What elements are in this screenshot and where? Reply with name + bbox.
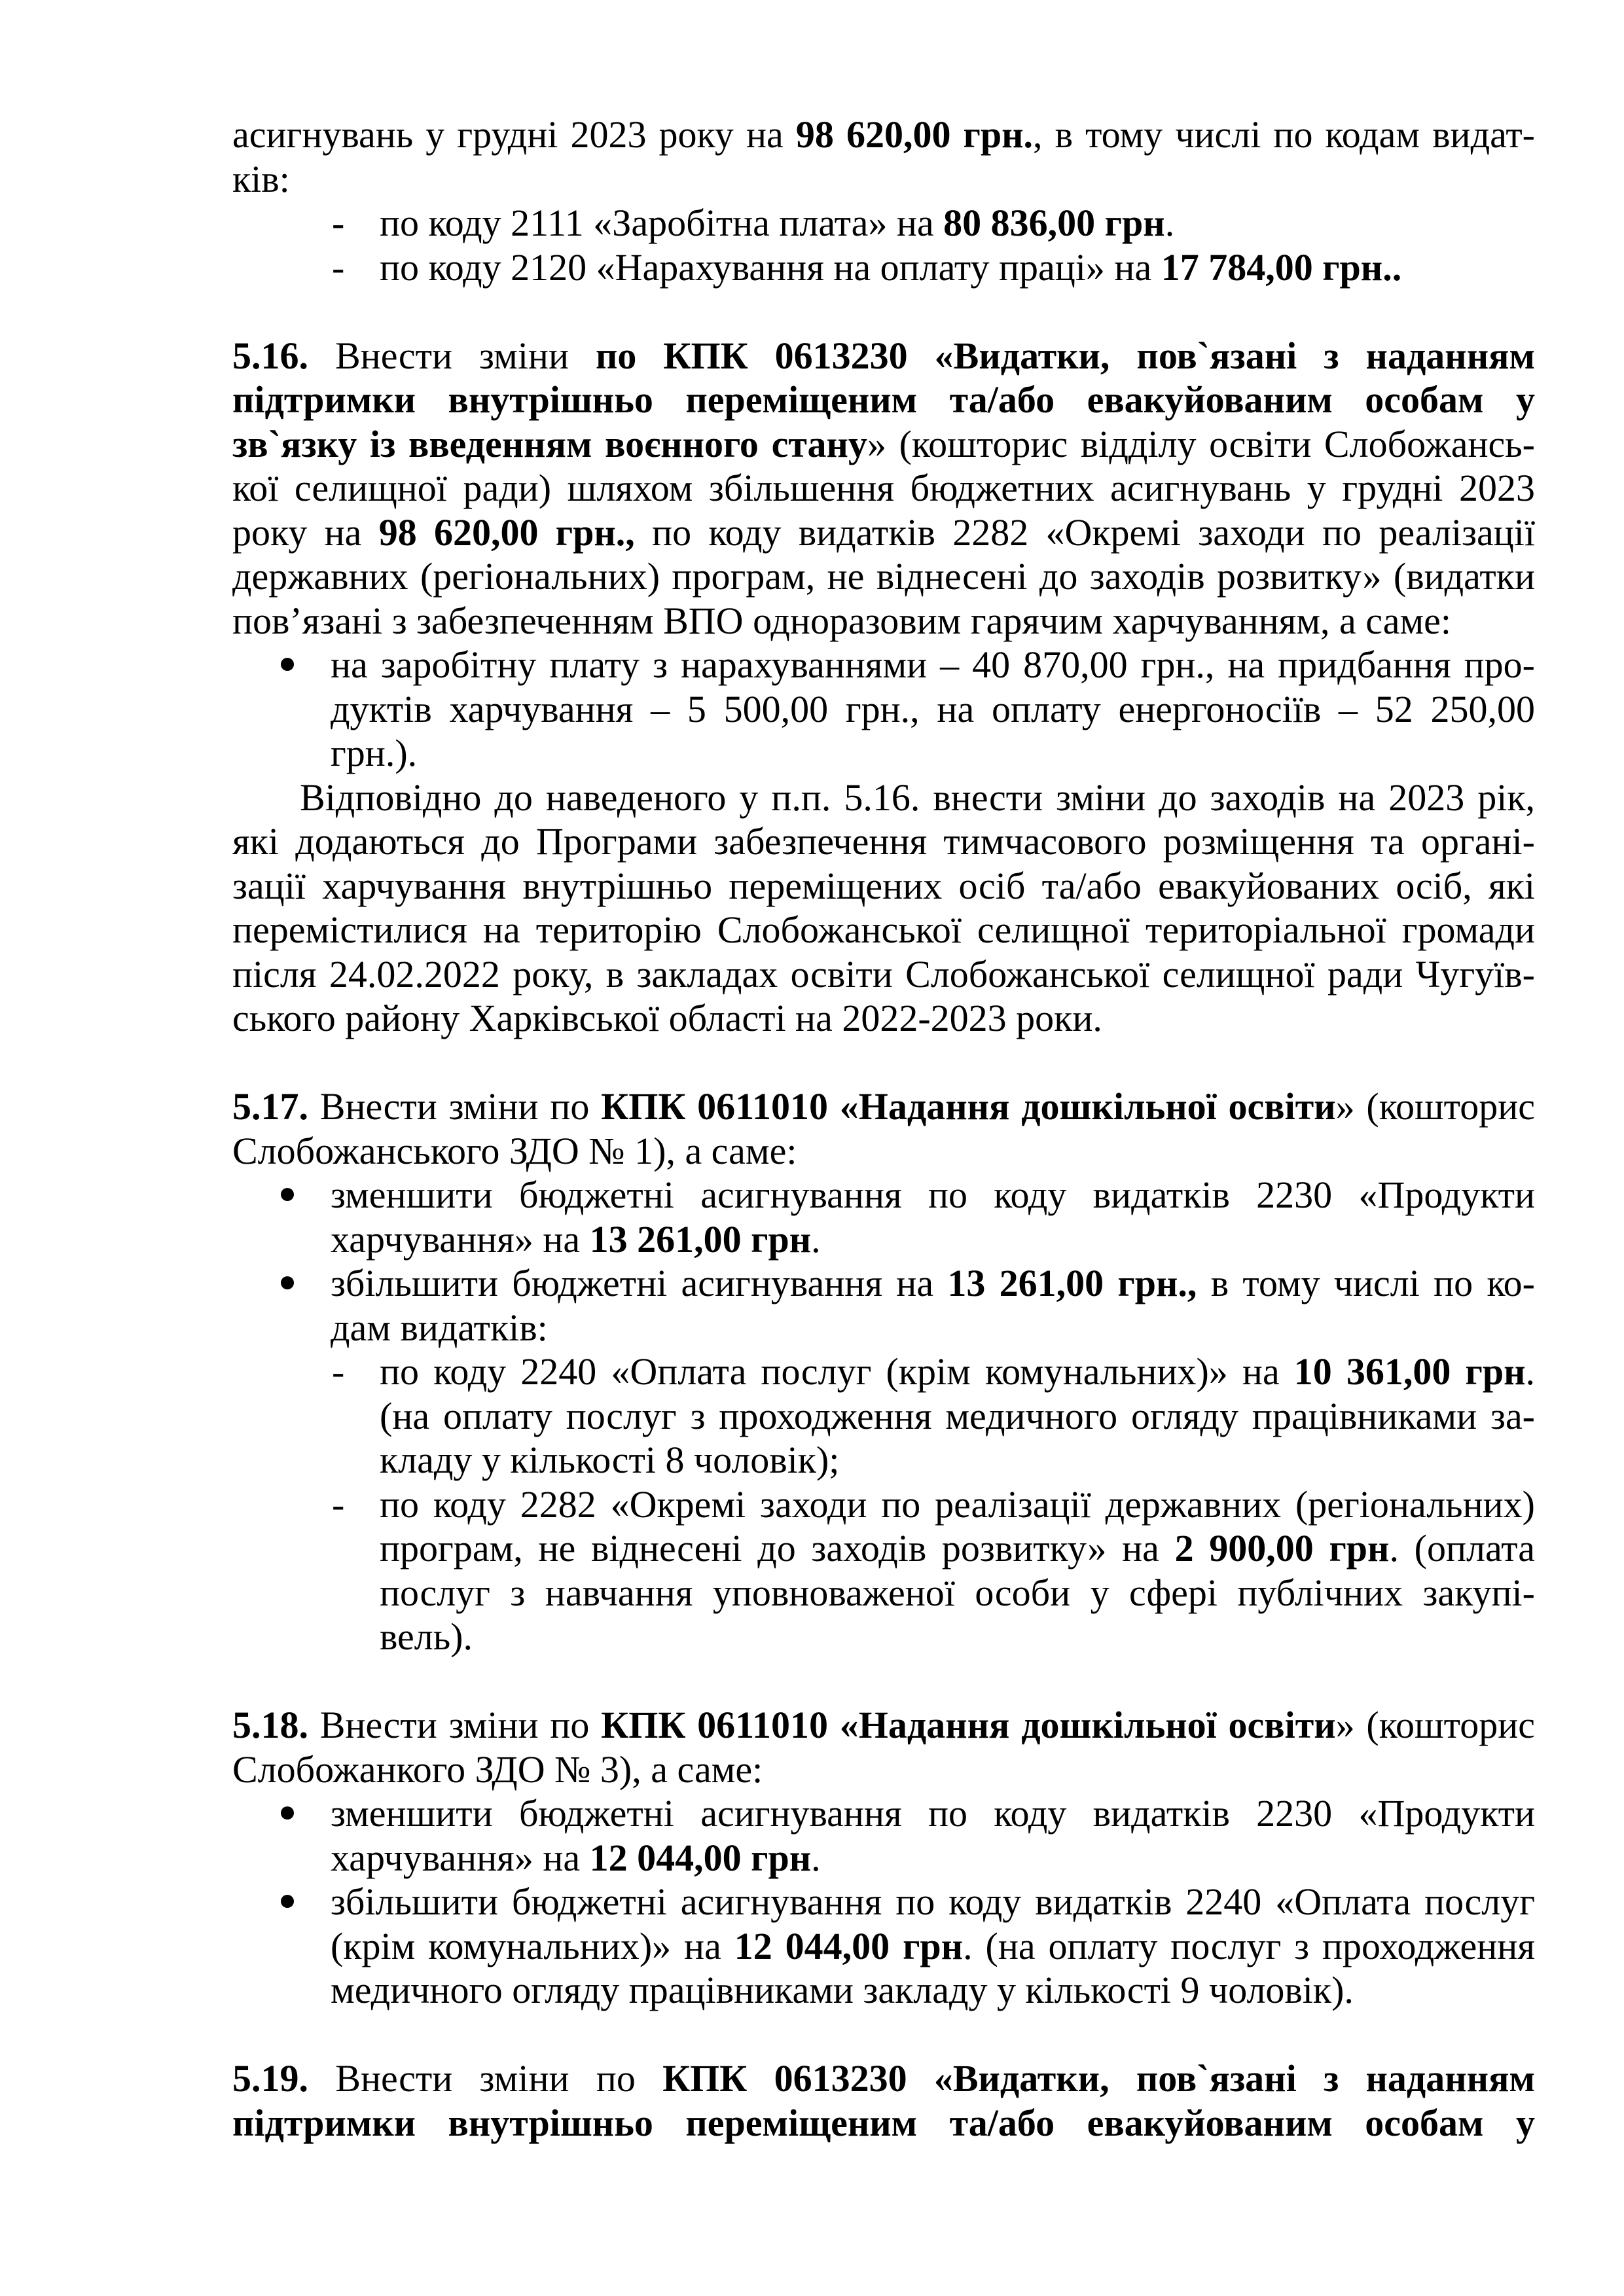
text-run: . (оплата: [1389, 1527, 1535, 1570]
kpk-title: КПК 0613230 «Видатки, пов`язані з наданням: [662, 2057, 1535, 2100]
spacer: [232, 2013, 1535, 2057]
text-line: [232, 1526, 1535, 1571]
text-line: ського району Харківської області на 2022-2023 роки.: [232, 997, 1102, 1039]
text-line: зації харчування внутрішньо переміщених осіб та/або евакуйованих осіб, які: [232, 864, 1535, 907]
intro-paragraph: [232, 113, 1535, 289]
bullet-icon: [281, 1806, 294, 1820]
dash-marker: -: [332, 1350, 345, 1393]
list-item: [232, 1482, 1535, 1527]
amount: 12 044,00 грн: [734, 1924, 964, 1967]
amount: 17 784,00 грн..: [1161, 245, 1402, 289]
amount: 80 836,00 грн: [943, 202, 1165, 244]
text-run: харчування» на: [331, 1836, 590, 1879]
list-item: [232, 1350, 1535, 1394]
text-line: які додаються до Програми забезпечення тимчасового розміщення та органі-: [232, 820, 1535, 863]
text-line: підтримки внутрішньо переміщеним та/або евакуйованим особам у: [232, 378, 1535, 421]
text-line: грн.).: [331, 732, 418, 774]
text-run: (крім комунальних)» на: [331, 1924, 734, 1967]
text-line: кладу у кількості 8 чоловік);: [380, 1439, 840, 1481]
text-run: асигнувань у грудні 2023 року на: [232, 113, 796, 156]
spacer: [232, 1041, 1535, 1085]
text-line: кої селищної ради) шляхом збільшення бюджетних асигнувань у грудні 2023: [232, 467, 1535, 509]
text-line: [232, 643, 1535, 687]
bullet-icon: [281, 658, 294, 671]
bullet-icon: [281, 1276, 294, 1289]
text-line: [232, 422, 1535, 467]
list-item: [232, 201, 1535, 245]
amount: 98 620,00 грн.: [795, 113, 1034, 156]
section-number: 5.17.: [232, 1085, 308, 1128]
text-line: [232, 113, 1535, 157]
text-run: програм, не віднесені до заходів розвитку» на: [380, 1527, 1175, 1570]
text-line: [232, 334, 1535, 378]
kpk-title: зв`язку із введенням воєнного стану: [232, 422, 867, 465]
text-line: медичного огляду працівниками закладу у кількості 9 чоловік).: [331, 1969, 1354, 2011]
dash-marker: -: [332, 1482, 345, 1526]
text-line: (на оплату послуг з проходження медичного огляду працівниками за-: [380, 1394, 1535, 1437]
text-line: Відповідно до наведеного у п.п. 5.16. внести зміни до заходів на 2023 рік,: [300, 776, 1535, 819]
section-number: 5.19.: [232, 2057, 308, 2100]
text-line: дам видатків:: [331, 1306, 548, 1349]
text-run: зменшити бюджетні асигнування по коду видатків 2230 «Продукти: [331, 1792, 1535, 1835]
dash-marker: -: [332, 245, 345, 289]
amount: 98 620,00 грн.,: [378, 511, 635, 554]
section-number: 5.18.: [232, 1704, 308, 1746]
text-line: [232, 2056, 1535, 2101]
text-run: » (кошторис: [1335, 1704, 1535, 1746]
text-run: харчування» на: [331, 1217, 590, 1261]
bullet-item: [232, 1261, 1535, 1306]
text-line: після 24.02.2022 року, в закладах освіти Слобожанської селищної ради Чугуїв-: [232, 952, 1535, 996]
text-run: .: [1164, 202, 1175, 244]
text-run: .: [1525, 1350, 1536, 1393]
text-run: по коду 2120 «Нарахування на оплату праці» на: [380, 245, 1161, 289]
amount: 10 361,00 грн: [1293, 1350, 1526, 1393]
text-run: .: [811, 1217, 821, 1261]
text-run: в тому числі по ко-: [1197, 1262, 1535, 1304]
text-run: Внести зміни по: [308, 2057, 663, 2100]
section-5-17: [232, 1085, 1535, 1659]
text-line: Слобожанського ЗДО № 1), а саме:: [232, 1129, 797, 1172]
bullet-icon: [281, 1895, 294, 1908]
text-run: .: [811, 1836, 821, 1879]
bullet-item: [232, 643, 1535, 776]
bullet-item: [232, 1173, 1535, 1217]
text-run: зменшити бюджетні асигнування по коду видатків 2230 «Продукти: [331, 1174, 1535, 1216]
text-run: збільшити бюджетні асигнування по коду видатків 2240 «Оплата послуг: [331, 1880, 1535, 1923]
text-line: перемістилися на територію Слобожанської селищної територіальної громади: [232, 908, 1535, 951]
section-number: 5.16.: [232, 334, 308, 377]
text-line: вель).: [380, 1615, 473, 1658]
text-run: » (кошторис: [1335, 1085, 1535, 1128]
section-5-19: [232, 2056, 1535, 2145]
text-line: [232, 1924, 1535, 1969]
text-line: [232, 511, 1535, 555]
list-item: [232, 245, 1535, 290]
text-run: Внести зміни: [308, 334, 596, 377]
text-run: Внести зміни по: [308, 1085, 602, 1128]
text-run: по коду 2240 «Оплата послуг (крім комунальних)» на: [380, 1350, 1294, 1393]
text-run: » (кошторис відділу освіти Слобожансь-: [867, 422, 1535, 465]
spacer: [232, 1659, 1535, 1704]
text-line: підтримки внутрішньо переміщеним та/або евакуйованим особам у: [232, 2101, 1535, 2144]
text-run: збільшити бюджетні асигнування на: [331, 1262, 948, 1304]
note-paragraph: [232, 776, 1535, 1041]
text-run: Внести зміни по: [308, 1704, 602, 1746]
bullet-item: [232, 1880, 1535, 1924]
spacer: [232, 289, 1535, 334]
text-run: по коду видатків 2282 «Окремі заходи по реалізації: [634, 511, 1536, 554]
kpk-title: по КПК 0613230 «Видатки, пов`язані з наданням: [596, 334, 1536, 377]
text-run: на заробітну плату з нарахуваннями – 40 870,00 грн., на придбання про-: [331, 643, 1535, 686]
text-line: [232, 1836, 1535, 1880]
text-run: по коду 2111 «Заробітна плата» на: [380, 202, 944, 244]
text-line: послуг з навчання уповноваженої особи у сфері публічних закупі-: [380, 1571, 1535, 1614]
section-5-16: [232, 334, 1535, 1041]
text-line: ків:: [232, 157, 290, 200]
document-page: [232, 113, 1535, 2145]
text-line: [232, 1703, 1535, 1748]
text-line: державних (регіональних) програм, не віднесені до заходів розвитку» (видатки: [232, 555, 1535, 598]
bullet-item: [232, 1791, 1535, 1836]
text-line: Слобожанкого ЗДО № 3), а саме:: [232, 1748, 763, 1791]
text-run: року на: [232, 511, 379, 554]
amount: 13 261,00 грн: [589, 1217, 812, 1261]
text-run: , в тому числі по кодам видат-: [1033, 113, 1535, 156]
text-line: пов’язані з забезпеченням ВПО одноразовим гарячим харчуванням, а саме:: [232, 599, 1452, 642]
text-run: . (на оплату послуг з проходження: [963, 1924, 1536, 1967]
text-line: дуктів харчування – 5 500,00 грн., на оплату енергоносіїв – 52 250,00: [331, 687, 1535, 730]
kpk-title: КПК 0611010 «Надання дошкільної освіти: [601, 1704, 1336, 1746]
bullet-icon: [281, 1188, 294, 1201]
amount: 13 261,00 грн.,: [947, 1262, 1197, 1304]
dash-marker: -: [332, 202, 345, 244]
amount: 12 044,00 грн: [589, 1836, 812, 1879]
section-5-18: [232, 1703, 1535, 2013]
amount: 2 900,00 грн: [1174, 1527, 1390, 1570]
kpk-title: КПК 0611010 «Надання дошкільної освіти: [601, 1085, 1336, 1128]
text-line: [232, 1217, 1535, 1262]
text-run: по коду 2282 «Окремі заходи по реалізації державних (регіональних): [380, 1482, 1535, 1526]
text-line: [232, 1085, 1535, 1129]
